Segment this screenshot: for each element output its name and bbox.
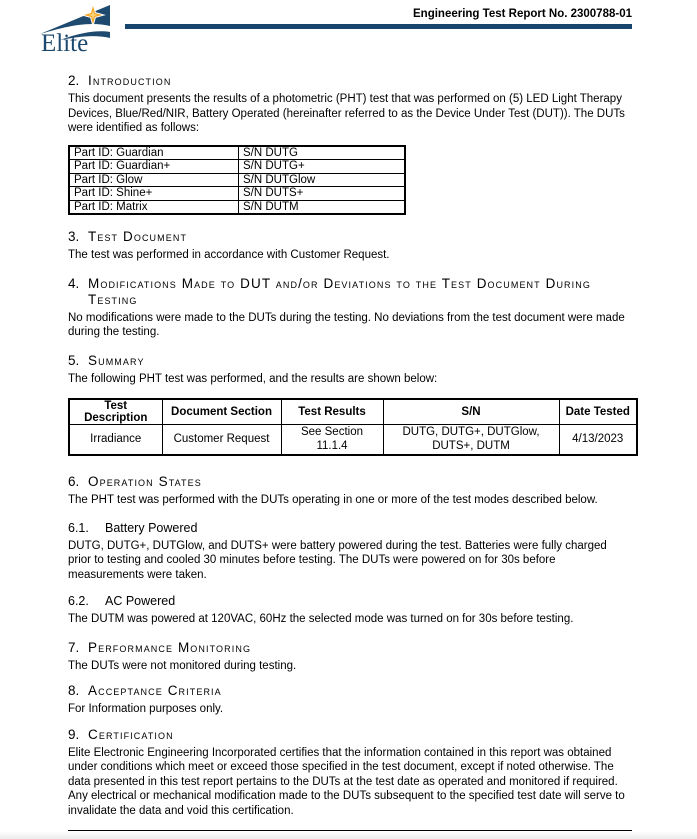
date-tested-cell: 4/13/2023	[559, 425, 637, 456]
section-title: Modifications Made to DUT and/or Deviations to the Test Document During Testing	[88, 275, 591, 307]
logo-wordmark: Elite	[41, 30, 89, 54]
section-title: Summary	[88, 352, 145, 368]
page-header	[0, 0, 697, 56]
test-description-cell: Irradiance	[69, 425, 162, 456]
performance-monitoring-paragraph: The DUTs were not monitored during testing.	[68, 659, 297, 672]
table-row	[69, 160, 405, 174]
section-heading-summary	[68, 353, 632, 369]
section-number: 6.	[68, 474, 80, 489]
introduction-paragraph: This document presents the results of a photometric (PHT) test that was performed on (5) LED Light Therapy Devices, Blue/Red/NIR, Battery Operated (hereinafter referred to as the Device Under Test (DUT)). The DUTs were identified as follows:	[68, 93, 625, 134]
section-number: 9.	[68, 726, 80, 742]
section-title: Certification	[88, 726, 174, 742]
section-heading-acceptance-criteria	[68, 683, 632, 699]
serial-cell: S/N DUTGlow	[239, 173, 406, 187]
column-header: Date Tested	[559, 399, 637, 425]
subsection-title: Battery Powered	[105, 520, 198, 535]
subsection-heading-ac-powered	[68, 594, 632, 609]
document-section-cell: Customer Request	[162, 425, 281, 456]
column-header: S/N	[383, 399, 559, 425]
table-row	[69, 187, 405, 201]
section-title: Introduction	[88, 73, 172, 88]
section-heading-introduction	[68, 73, 632, 89]
header-rule	[125, 24, 632, 29]
section-heading-test-document	[68, 229, 632, 245]
section-number: 2.	[68, 73, 80, 88]
document-body	[68, 73, 632, 839]
subsection-number: 6.1.	[68, 520, 89, 535]
section-title: Performance Monitoring	[88, 639, 252, 655]
table-row	[69, 425, 637, 456]
certification-paragraph: Elite Electronic Engineering Incorporated certifies that the information contained in this report was obtained under conditions which meet or exceed those specified in the test document, except if noted otherwise. The data presented in this test report pertains to the DUTs at the test date as operated and monitored if required. Any electrical or mechanical modification made to the DUTs subsequent to the specified test date will serve to invalidate the data and void this certification.	[68, 746, 625, 817]
serial-cell: S/N DUTM	[239, 200, 406, 214]
column-header: Document Section	[162, 399, 281, 425]
subsection-heading-battery-powered	[68, 521, 632, 536]
part-id-cell: Part ID: Guardian+	[69, 160, 239, 174]
serial-numbers-cell: DUTG, DUTG+, DUTGlow, DUTS+, DUTM	[383, 425, 559, 456]
operation-states-paragraph: The PHT test was performed with the DUTs operating in one or more of the test modes described below.	[68, 494, 598, 506]
part-id-cell: Part ID: Guardian	[69, 146, 239, 160]
part-id-cell: Part ID: Glow	[69, 173, 239, 187]
section-title: Operation States	[88, 474, 202, 489]
part-id-cell: Part ID: Matrix	[69, 200, 239, 214]
battery-powered-paragraph: DUTG, DUTG+, DUTGlow, and DUTS+ were battery powered during the test. Batteries were fully charged prior to testing and cooled 30 minutes before testing. The DUTs were powered on for 30s before measurements were taken.	[68, 539, 607, 581]
section-heading-certification	[68, 727, 632, 743]
test-results-cell: See Section 11.1.4	[281, 425, 383, 456]
part-id-cell: Part ID: Shine+	[69, 187, 239, 201]
serial-cell: S/N DUTG	[239, 146, 406, 160]
table-header-row	[69, 399, 637, 425]
report-title: Engineering Test Report No. 2300788-01	[413, 8, 632, 20]
ac-powered-paragraph: The DUTM was powered at 120VAC, 60Hz the selected mode was turned on for 30s before testing.	[68, 613, 574, 625]
summary-results-table	[68, 398, 638, 456]
section-title: Acceptance Criteria	[88, 683, 222, 698]
column-header: Test Results	[281, 399, 383, 425]
column-header: Test Description	[69, 399, 162, 425]
serial-cell: S/N DUTS+	[239, 187, 406, 201]
table-row	[69, 200, 405, 214]
section-number: 4.	[68, 275, 80, 291]
subsection-number: 6.2.	[68, 594, 89, 608]
test-document-paragraph: The test was performed in accordance with Customer Request.	[68, 249, 390, 261]
subsection-title: AC Powered	[105, 594, 176, 608]
page-bottom-edge	[0, 831, 697, 839]
table-row	[69, 173, 405, 187]
summary-paragraph: The following PHT test was performed, and the results are shown below:	[68, 372, 438, 385]
dut-identification-table	[68, 145, 406, 216]
elite-logo-icon	[34, 2, 114, 54]
section-heading-operation-states	[68, 474, 632, 490]
section-heading-modifications	[68, 276, 632, 308]
section-title: Test Document	[88, 229, 188, 244]
section-number: 5.	[68, 352, 80, 368]
section-number: 3.	[68, 229, 80, 244]
section-number: 7.	[68, 639, 80, 655]
acceptance-criteria-paragraph: For Information purposes only.	[68, 703, 224, 715]
modifications-paragraph: No modifications were made to the DUTs during the testing. No deviations from the test document were made during the testing.	[68, 311, 625, 338]
table-row	[69, 146, 405, 160]
serial-cell: S/N DUTG+	[239, 160, 406, 174]
section-number: 8.	[68, 683, 80, 698]
section-heading-performance-monitoring	[68, 640, 632, 656]
